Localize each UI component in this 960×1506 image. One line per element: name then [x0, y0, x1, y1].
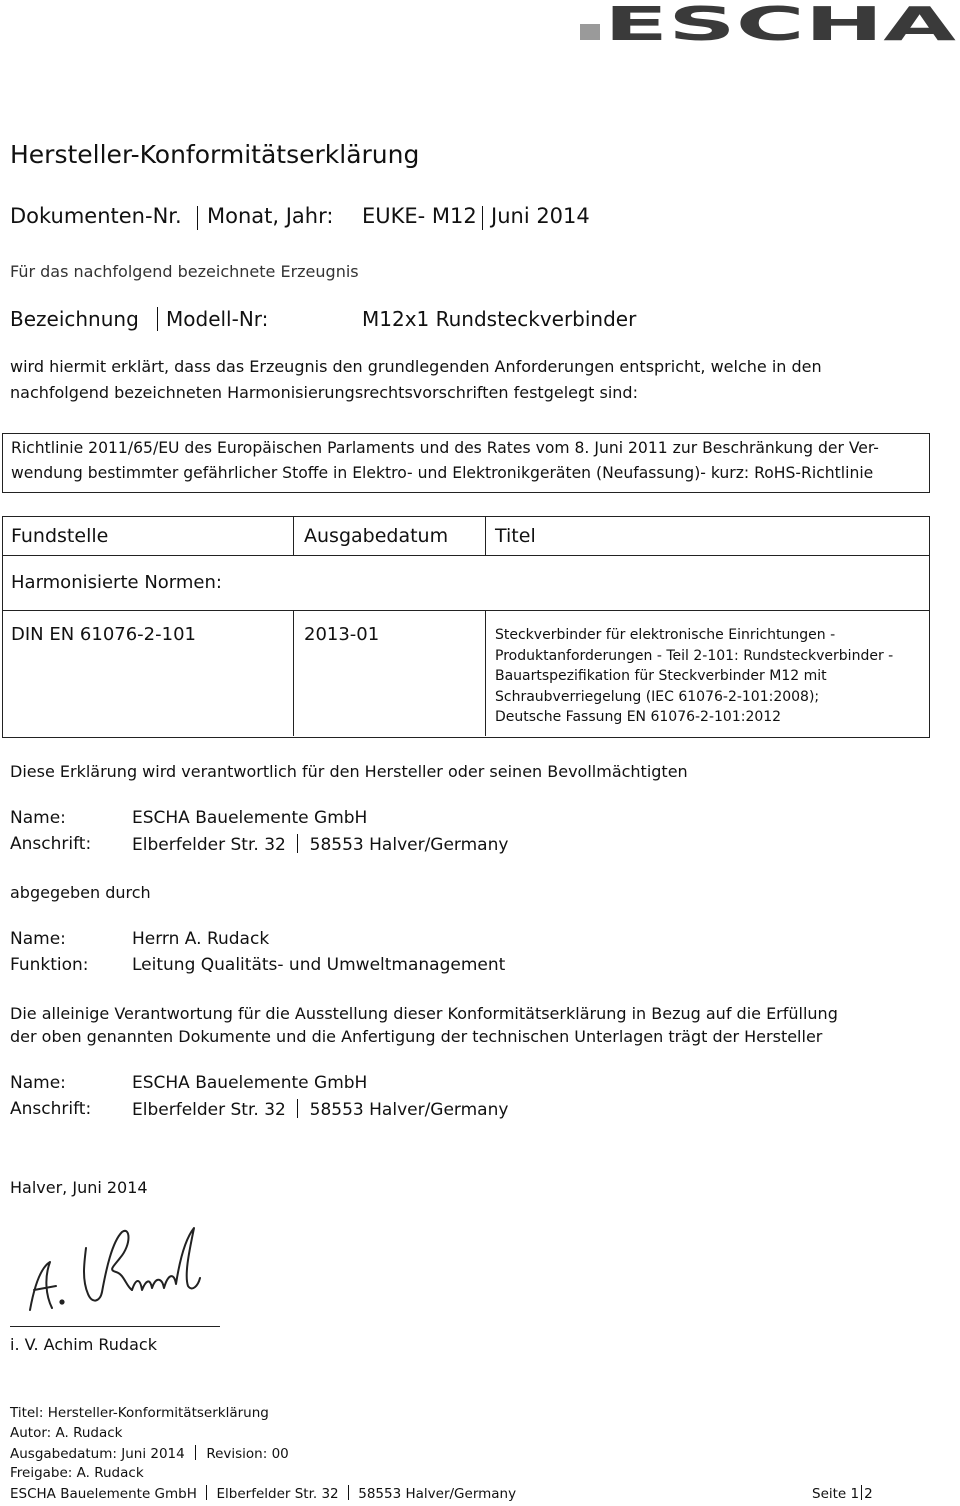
separator	[861, 1485, 862, 1500]
norm-fundstelle: DIN EN 61076-2-101	[11, 624, 196, 645]
document-title: Hersteller-Konformitätserklärung	[10, 140, 420, 169]
header-ausgabedatum: Ausgabedatum	[304, 525, 449, 547]
table-divider	[3, 610, 929, 611]
signatory-function-label: Funktion:	[10, 955, 89, 975]
address-city: 58553 Halver/Germany	[309, 835, 509, 855]
norm-titel-line: Bauartspezifikation für Steckverbinder M12 mit	[495, 668, 827, 684]
manufacturer-name: ESCHA Bauelemente GmbH	[132, 808, 368, 828]
responsibility-intro: Diese Erklärung wird verantwortlich für den Hersteller oder seinen Bevollmächtigten	[10, 762, 688, 781]
statement-line-1: wird hiermit erklärt, dass das Erzeugnis den grundlegenden Anforderungen entspricht, welche in den	[10, 357, 822, 376]
manufacturer-address-label: Anschrift:	[10, 1099, 92, 1119]
sole-responsibility-line-1: Die alleinige Verantwortung für die Ausstellung dieser Konformitätserklärung in Bezug auf die Erfüllung	[10, 1004, 838, 1023]
doc-number-label: Dokumenten-Nr.	[10, 204, 182, 228]
separator	[195, 1445, 196, 1460]
directive-line-1: Richtlinie 2011/65/EU des Europäischen Parlaments und des Rates vom 8. Juni 2011 zur Beschränkung der Ver-	[11, 439, 879, 457]
manufacturer-address	[132, 1099, 508, 1120]
separator	[482, 206, 483, 230]
product-name: M12x1 Rundsteckverbinder	[362, 307, 637, 331]
doc-number-value: EUKE- M12	[362, 204, 477, 228]
directive-line-2: wendung bestimmter gefährlicher Stoffe in Elektro- und Elektronikgeräten (Neufassung)- kurz: RoHS-Richtlinie	[11, 464, 874, 482]
page-total: 2	[864, 1486, 873, 1502]
manufacturer-address	[132, 834, 508, 855]
norm-titel-line: Schraubverriegelung (IEC 61076-2-101:2008);	[495, 688, 820, 705]
directive-box	[2, 433, 930, 493]
place-date: Halver, Juni 2014	[10, 1178, 148, 1197]
section-label-harmonized-norms: Harmonisierte Normen:	[11, 572, 222, 593]
model-number-label: Modell-Nr:	[166, 307, 269, 331]
footer-title: Titel: Hersteller-Konformitätserklärung	[10, 1405, 269, 1421]
statement-line-2: nachfolgend bezeichneten Harmonisierungsrechtsvorschriften festgelegt sind:	[10, 383, 638, 402]
footer-issue-revision	[10, 1445, 289, 1462]
handwritten-signature	[22, 1218, 212, 1318]
signatory-name-label: Name:	[10, 929, 66, 949]
footer-revision: Revision: 00	[206, 1446, 289, 1462]
norm-titel-line: Steckverbinder für elektronische Einrichtungen -	[495, 627, 836, 643]
footer-author: Autor: A. Rudack	[10, 1425, 123, 1441]
norm-titel-line: Deutsche Fassung EN 61076-2-101:2012	[495, 709, 782, 725]
month-year-value: Juni 2014	[491, 204, 590, 228]
norm-titel-line: Produktanforderungen - Teil 2-101: Rundsteckverbinder -	[495, 647, 894, 664]
separator	[206, 1485, 207, 1500]
norm-ausgabedatum: 2013-01	[304, 624, 380, 645]
issued-by-label: abgegeben durch	[10, 883, 151, 902]
signatory-full-name: i. V. Achim Rudack	[10, 1335, 157, 1354]
separator	[157, 307, 158, 331]
manufacturer-address-label: Anschrift:	[10, 834, 92, 854]
month-year-label: Monat, Jahr:	[207, 204, 334, 228]
separator	[297, 1099, 298, 1118]
page-label: Seite 1	[812, 1486, 860, 1502]
footer-page-number	[812, 1485, 873, 1502]
escha-logo	[578, 2, 958, 42]
signatory-name: Herrn A. Rudack	[132, 929, 270, 949]
header-titel: Titel	[495, 525, 536, 547]
footer-issue-date: Ausgabedatum: Juni 2014	[10, 1446, 185, 1462]
table-column-divider	[293, 610, 294, 736]
separator	[348, 1485, 349, 1500]
footer-city: 58553 Halver/Germany	[358, 1486, 517, 1502]
manufacturer-name: ESCHA Bauelemente GmbH	[132, 1073, 368, 1093]
separator	[297, 834, 298, 853]
address-street: Elberfelder Str. 32	[132, 1100, 286, 1120]
logo-square	[580, 24, 600, 40]
address-street: Elberfelder Str. 32	[132, 835, 286, 855]
footer-street: Elberfelder Str. 32	[216, 1486, 339, 1502]
sole-responsibility-line-2: der oben genannten Dokumente und die Anfertigung der technischen Unterlagen trägt der Hersteller	[10, 1027, 823, 1046]
table-column-divider	[485, 610, 486, 736]
manufacturer-name-label: Name:	[10, 808, 66, 828]
footer-company: ESCHA Bauelemente GmbH	[10, 1486, 197, 1502]
header-fundstelle: Fundstelle	[11, 525, 109, 547]
intro-text: Für das nachfolgend bezeichnete Erzeugnis	[10, 262, 359, 281]
table-column-divider	[293, 517, 294, 555]
norms-table	[2, 516, 930, 738]
table-divider	[3, 555, 929, 556]
address-city: 58553 Halver/Germany	[309, 1100, 509, 1120]
signature-line	[10, 1326, 220, 1327]
signatory-function: Leitung Qualitäts- und Umweltmanagement	[132, 955, 506, 975]
footer-release: Freigabe: A. Rudack	[10, 1465, 144, 1481]
manufacturer-name-label: Name:	[10, 1073, 66, 1093]
footer-company-address	[10, 1485, 516, 1502]
norm-titel	[495, 625, 893, 728]
logo-text: ESCHA	[604, 2, 957, 42]
designation-label: Bezeichnung	[10, 307, 139, 331]
table-column-divider	[485, 517, 486, 555]
separator	[197, 206, 198, 230]
